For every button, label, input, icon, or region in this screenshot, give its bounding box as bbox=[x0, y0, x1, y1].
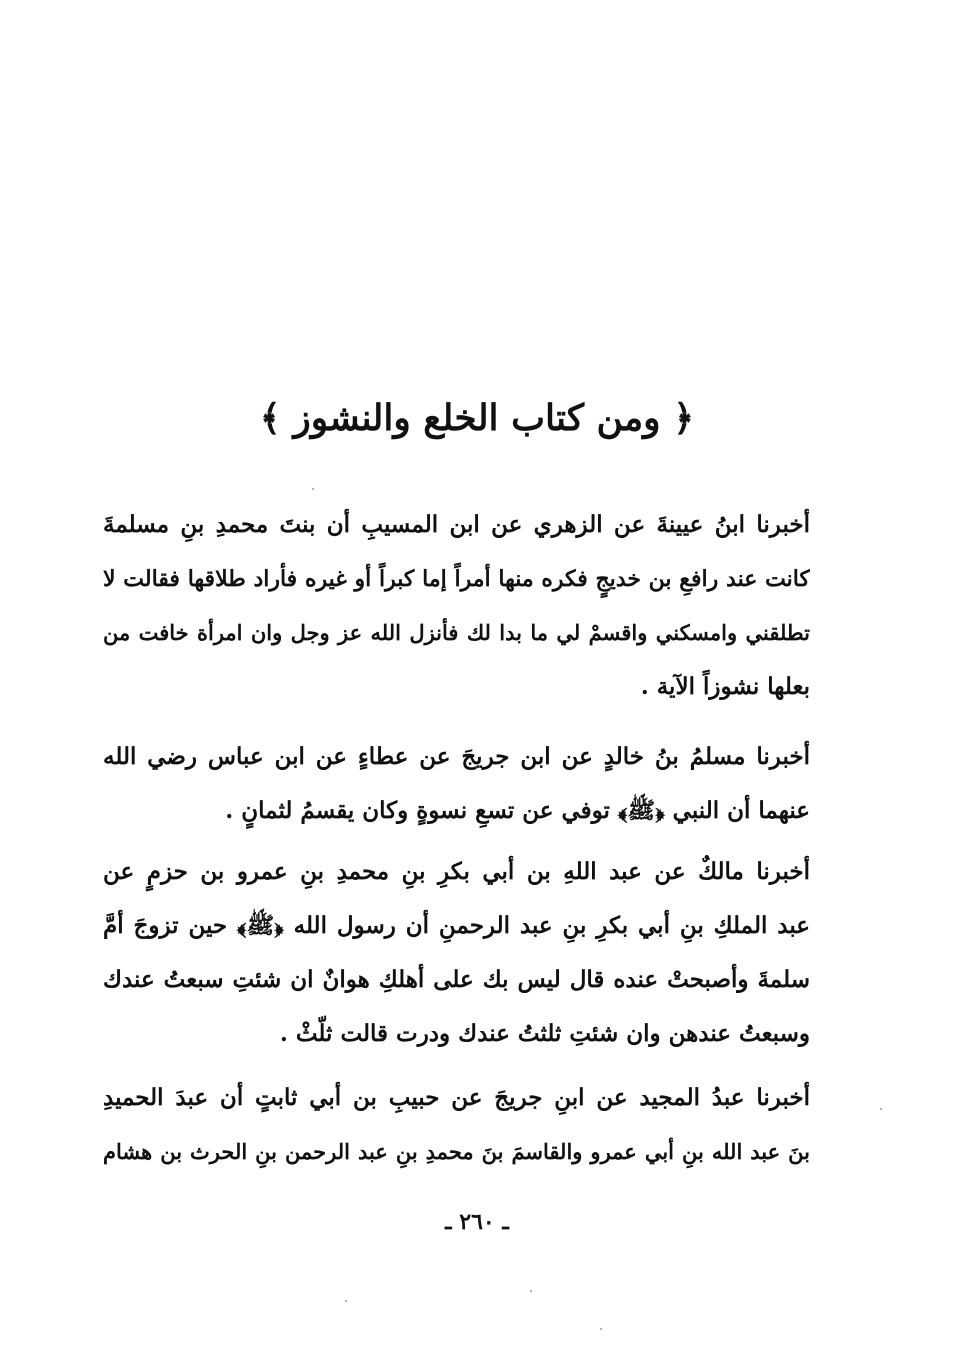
scan-speck bbox=[345, 1300, 347, 1302]
text-line: كانت عند رافعِ بن خديجٍ فكره منها أمراً إما كبراً أو غيره فأراد طلاقها فقالت لا bbox=[103, 566, 810, 592]
chapter-title: ﴿ ومن كتاب الخلع والنشوز ﴾ bbox=[259, 397, 695, 439]
text-line: سلمةَ وأصبحتْ عنده قال ليس بك على أهلكِ هوانٌ ان شئتِ سبعتُ عندك bbox=[103, 966, 810, 993]
scan-speck bbox=[880, 1108, 882, 1110]
scan-speck bbox=[600, 1328, 602, 1330]
text-line: بنَ عبد الله بنِ أبي عمرو والقاسمَ بنَ محمدِ بنِ عبد الرحمن بنِ الحرث بن هشام bbox=[103, 1139, 810, 1164]
paragraph-4 bbox=[103, 1071, 810, 1179]
paragraph-1 bbox=[103, 498, 810, 714]
text-line: أخبرنا ابنُ عيينةَ عن الزهري عن ابن المسيبِ أن بنتَ محمدِ بنِ مسلمةَ bbox=[103, 511, 810, 538]
paragraph-3 bbox=[103, 845, 810, 1061]
text-line: عبد الملكِ بنِ أبي بكرِ بنِ عبد الرحمنِ أن رسول الله ﴿ﷺ﴾ حين تزوجَ أمَّ bbox=[103, 912, 810, 939]
scan-speck bbox=[312, 488, 314, 490]
text-line: وسبعتُ عندهن وان شئتِ ثلثتُ عندك ودرت قالت ثلّثْ . bbox=[279, 1020, 810, 1047]
scan-speck bbox=[530, 1290, 532, 1292]
text-line: أخبرنا مسلمُ بنُ خالدٍ عن ابن جريجَ عن عطاءٍ عن ابن عباس رضي الله bbox=[103, 743, 810, 770]
text-line: عنهما أن النبي ﴿ﷺ﴾ توفي عن تسعِ نسوةٍ وكان يقسمُ لثمانٍ . bbox=[225, 797, 810, 824]
text-line: تطلقني وامسكني واقسمْ لي ما بدا لك فأنزل الله عز وجل وان امرأة خافت من bbox=[103, 620, 810, 645]
text-line: بعلها نشوزاً الآية . bbox=[640, 673, 810, 700]
paragraph-2 bbox=[103, 730, 810, 838]
page-number: ـ ٢٦٠ ـ bbox=[445, 1209, 509, 1235]
text-line: أخبرنا مالكٌ عن عبد اللهِ بن أبي بكرِ بنِ محمدِ بنِ عمرو بن حزمٍ عن bbox=[103, 858, 810, 885]
text-line: أخبرنا عبدُ المجيد عن ابنِ جريجَ عن حبيبِ بن أبي ثابتٍ أن عبدَ الحميدِ bbox=[103, 1084, 810, 1111]
